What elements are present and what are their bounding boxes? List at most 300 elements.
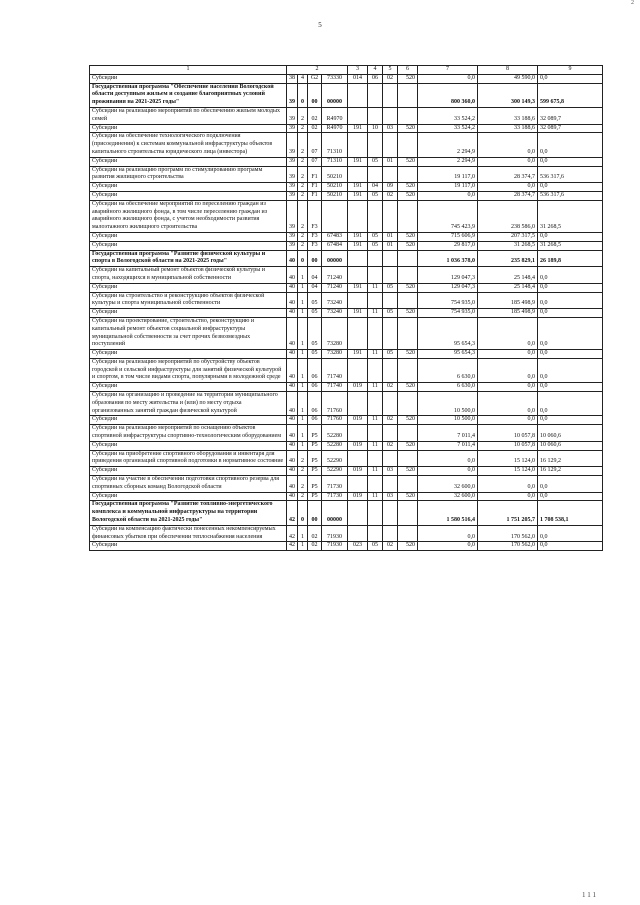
- table-cell: [398, 200, 418, 232]
- table-cell: 023: [348, 542, 368, 551]
- table-cell: 32 600,0: [418, 476, 478, 493]
- table-cell: [383, 476, 398, 493]
- table-cell: 520: [398, 492, 418, 501]
- table-cell: [368, 358, 383, 382]
- table-cell: 49 590,0: [478, 74, 538, 83]
- table-cell: 11: [368, 416, 383, 425]
- table-cell: 0,0: [478, 317, 538, 349]
- table-cell: [383, 166, 398, 183]
- table-row: [90, 124, 603, 133]
- table-cell: 71930: [322, 542, 348, 551]
- table-cell: 28 374,7: [478, 191, 538, 200]
- table-cell: 32 089,7: [538, 124, 603, 133]
- table-cell: Субсидии: [90, 416, 287, 425]
- table-cell: 520: [398, 542, 418, 551]
- table-cell: [398, 83, 418, 107]
- table-cell: 520: [398, 241, 418, 250]
- table-cell: F3: [308, 200, 322, 232]
- table-cell: 185 498,9: [478, 309, 538, 318]
- table-cell: 00: [308, 501, 322, 525]
- table-cell: 04: [308, 267, 322, 284]
- table-cell: Субсидии: [90, 350, 287, 359]
- table-row: [90, 358, 603, 382]
- table-cell: [383, 133, 398, 157]
- table-cell: 15 124,0: [478, 450, 538, 467]
- table-cell: Субсидии: [90, 124, 287, 133]
- table-cell: [368, 392, 383, 416]
- table-cell: [348, 358, 368, 382]
- table-cell: 42: [287, 542, 298, 551]
- table-row: [90, 467, 603, 476]
- table-body: [90, 66, 603, 551]
- table-cell: 40: [287, 392, 298, 416]
- table-cell: 1 036 378,0: [418, 250, 478, 267]
- table-cell: 03: [383, 492, 398, 501]
- table-cell: 33 188,6: [478, 107, 538, 124]
- table-cell: 10: [368, 124, 383, 133]
- table-cell: 00: [308, 83, 322, 107]
- table-cell: 6 630,0: [418, 358, 478, 382]
- table-cell: 0,0: [538, 317, 603, 349]
- table-cell: 02: [308, 124, 322, 133]
- table-cell: 2: [298, 467, 308, 476]
- table-cell: 191: [348, 124, 368, 133]
- table-cell: 0,0: [538, 350, 603, 359]
- table-cell: 25 148,4: [478, 267, 538, 284]
- table-cell: 0,0: [538, 283, 603, 292]
- table-cell: [383, 392, 398, 416]
- table-cell: 10 060,6: [538, 441, 603, 450]
- table-cell: 11: [368, 441, 383, 450]
- table-cell: [368, 501, 383, 525]
- table-row: [90, 292, 603, 309]
- table-cell: 800 360,0: [418, 83, 478, 107]
- table-cell: 40: [287, 467, 298, 476]
- table-cell: 170 562,0: [478, 542, 538, 551]
- table-cell: R4970: [322, 124, 348, 133]
- table-cell: 129 047,3: [418, 267, 478, 284]
- table-row: [90, 283, 603, 292]
- table-cell: [398, 476, 418, 493]
- table-cell: 40: [287, 250, 298, 267]
- table-cell: [368, 425, 383, 442]
- table-row: [90, 157, 603, 166]
- table-cell: Субсидии: [90, 157, 287, 166]
- table-cell: 02: [308, 107, 322, 124]
- table-cell: 01: [383, 241, 398, 250]
- table-cell: 536 317,6: [538, 166, 603, 183]
- table-cell: Субсидии на реализацию программ по стимулированию программ развития жилищного строительства: [90, 166, 287, 183]
- table-row: [90, 476, 603, 493]
- table-cell: 03: [383, 124, 398, 133]
- table-cell: [398, 358, 418, 382]
- table-cell: F3: [308, 241, 322, 250]
- table-cell: P5: [308, 467, 322, 476]
- table-cell: 520: [398, 157, 418, 166]
- table-cell: Субсидии: [90, 74, 287, 83]
- table-cell: [383, 317, 398, 349]
- table-cell: [322, 200, 348, 232]
- table-cell: 40: [287, 476, 298, 493]
- table-cell: Субсидии: [90, 492, 287, 501]
- table-cell: 520: [398, 183, 418, 192]
- table-cell: 00: [308, 250, 322, 267]
- table-cell: 0: [298, 250, 308, 267]
- table-cell: [398, 133, 418, 157]
- table-cell: 40: [287, 416, 298, 425]
- table-cell: 0,0: [478, 350, 538, 359]
- table-cell: 71930: [322, 525, 348, 542]
- table-cell: 520: [398, 124, 418, 133]
- table-cell: 73280: [322, 317, 348, 349]
- table-cell: 32 089,7: [538, 107, 603, 124]
- table-cell: 40: [287, 425, 298, 442]
- table-cell: 40: [287, 317, 298, 349]
- table-cell: 520: [398, 74, 418, 83]
- table-cell: G2: [308, 74, 322, 83]
- table-cell: [383, 107, 398, 124]
- table-cell: Субсидии на капитальный ремонт объектов физической культуры и спорта, находящихся в муниципальной собственности: [90, 267, 287, 284]
- table-cell: 2: [298, 133, 308, 157]
- table-cell: 520: [398, 283, 418, 292]
- table-cell: [383, 200, 398, 232]
- table-cell: 0,0: [418, 542, 478, 551]
- table-cell: 42: [287, 501, 298, 525]
- table-cell: 73240: [322, 292, 348, 309]
- table-cell: 191: [348, 283, 368, 292]
- table-cell: Субсидии: [90, 467, 287, 476]
- table-cell: 1: [298, 441, 308, 450]
- table-cell: 31 268,5: [478, 241, 538, 250]
- table-cell: 40: [287, 267, 298, 284]
- table-cell: 73280: [322, 350, 348, 359]
- table-cell: 520: [398, 350, 418, 359]
- table-row: [90, 425, 603, 442]
- table-row: [90, 501, 603, 525]
- table-cell: 05: [383, 350, 398, 359]
- table-row: [90, 309, 603, 318]
- table-cell: 0,0: [538, 383, 603, 392]
- bottom-mark: 1 1 1: [582, 891, 596, 899]
- table-row: [90, 250, 603, 267]
- table-cell: 00000: [322, 83, 348, 107]
- table-cell: 40: [287, 441, 298, 450]
- table-cell: 4: [298, 74, 308, 83]
- table-cell: Субсидии: [90, 241, 287, 250]
- table-cell: Субсидии: [90, 191, 287, 200]
- table-cell: Субсидии: [90, 309, 287, 318]
- table-cell: 95 654,3: [418, 317, 478, 349]
- table-row: [90, 74, 603, 83]
- table-cell: [398, 250, 418, 267]
- table-cell: 40: [287, 292, 298, 309]
- table-row: [90, 267, 603, 284]
- table-cell: 520: [398, 441, 418, 450]
- table-cell: 2: [298, 200, 308, 232]
- table-cell: 191: [348, 183, 368, 192]
- table-row: [90, 83, 603, 107]
- table-cell: [368, 166, 383, 183]
- table-cell: Субсидии: [90, 542, 287, 551]
- table-cell: 10 057,8: [478, 441, 538, 450]
- table-cell: 11: [368, 283, 383, 292]
- table-cell: 019: [348, 416, 368, 425]
- table-row: [90, 525, 603, 542]
- table-cell: 0,0: [538, 392, 603, 416]
- table-cell: Субсидии на организацию и проведение на территории муниципального образования по месту жительства и (или) по месту отдыха организованных занятий граждан физической культурой: [90, 392, 287, 416]
- table-cell: [348, 200, 368, 232]
- table-cell: 05: [383, 309, 398, 318]
- table-cell: 40: [287, 383, 298, 392]
- table-cell: 40: [287, 283, 298, 292]
- table-row: [90, 383, 603, 392]
- table-row: [90, 450, 603, 467]
- table-cell: 16 129,2: [538, 450, 603, 467]
- table-cell: [383, 267, 398, 284]
- table-cell: 05: [368, 542, 383, 551]
- table-cell: 73240: [322, 309, 348, 318]
- table-cell: [348, 166, 368, 183]
- table-cell: Субсидии: [90, 183, 287, 192]
- table-row: [90, 133, 603, 157]
- table-cell: 02: [383, 74, 398, 83]
- table-cell: 19 117,0: [418, 166, 478, 183]
- table-cell: Субсидии на реализацию мероприятий по обустройству объектов городской и сельской инфраструктуры для занятий физической культурой и спортом, в том числе видами спорта, популярными в молодежной среде: [90, 358, 287, 382]
- table-cell: 11: [368, 350, 383, 359]
- table-cell: 11: [368, 383, 383, 392]
- table-row: [90, 183, 603, 192]
- table-cell: 1: [298, 542, 308, 551]
- table-cell: 33 188,6: [478, 124, 538, 133]
- table-row: [90, 241, 603, 250]
- header-cell: 7: [418, 66, 478, 75]
- table-cell: 71310: [322, 157, 348, 166]
- table-cell: 71730: [322, 492, 348, 501]
- table-cell: 71740: [322, 383, 348, 392]
- table-cell: F1: [308, 183, 322, 192]
- table-cell: 0,0: [538, 133, 603, 157]
- table-cell: 06: [308, 358, 322, 382]
- table-cell: 1: [298, 283, 308, 292]
- table-cell: 52290: [322, 450, 348, 467]
- table-cell: Субсидии: [90, 232, 287, 241]
- table-cell: 2: [298, 107, 308, 124]
- table-cell: [368, 317, 383, 349]
- table-cell: 520: [398, 383, 418, 392]
- table-cell: [348, 292, 368, 309]
- table-cell: [348, 501, 368, 525]
- table-cell: 0,0: [478, 157, 538, 166]
- table-cell: 06: [308, 383, 322, 392]
- table-cell: 52290: [322, 467, 348, 476]
- table-cell: [368, 525, 383, 542]
- table-cell: 16 129,2: [538, 467, 603, 476]
- table-cell: [348, 133, 368, 157]
- table-cell: 0,0: [418, 525, 478, 542]
- table-cell: 0,0: [418, 74, 478, 83]
- table-cell: 71760: [322, 416, 348, 425]
- table-cell: 1: [298, 416, 308, 425]
- table-cell: 05: [308, 317, 322, 349]
- table-cell: [368, 133, 383, 157]
- table-cell: 40: [287, 358, 298, 382]
- table-cell: 31 268,5: [538, 241, 603, 250]
- table-cell: 71730: [322, 476, 348, 493]
- table-cell: 39: [287, 83, 298, 107]
- table-cell: 745 423,9: [418, 200, 478, 232]
- table-cell: Субсидии на участие в обеспечении подготовки спортивного резерва для спортивных сборных команд Вологодской области: [90, 476, 287, 493]
- table-cell: 1: [298, 358, 308, 382]
- table-cell: 1: [298, 350, 308, 359]
- table-cell: 71310: [322, 133, 348, 157]
- table-cell: 2: [298, 476, 308, 493]
- table-cell: [383, 425, 398, 442]
- table-cell: 014: [348, 74, 368, 83]
- table-cell: 019: [348, 467, 368, 476]
- table-cell: 10 500,0: [418, 392, 478, 416]
- table-cell: 05: [383, 283, 398, 292]
- table-cell: 39: [287, 191, 298, 200]
- table-cell: 39: [287, 232, 298, 241]
- table-cell: 39: [287, 107, 298, 124]
- table-cell: 0,0: [538, 542, 603, 551]
- table-cell: R4970: [322, 107, 348, 124]
- table-cell: [383, 250, 398, 267]
- table-cell: 05: [308, 292, 322, 309]
- table-cell: 0: [298, 83, 308, 107]
- table-cell: 11: [368, 309, 383, 318]
- table-cell: [348, 525, 368, 542]
- table-cell: F1: [308, 166, 322, 183]
- table-cell: 95 654,3: [418, 350, 478, 359]
- table-cell: 28 374,7: [478, 166, 538, 183]
- table-cell: 191: [348, 191, 368, 200]
- table-cell: F3: [308, 232, 322, 241]
- table-cell: Субсидии на реализацию мероприятий по обеспечению жильем молодых семей: [90, 107, 287, 124]
- table-cell: 520: [398, 232, 418, 241]
- table-cell: 40: [287, 309, 298, 318]
- table-cell: 2: [298, 124, 308, 133]
- table-cell: 191: [348, 241, 368, 250]
- table-cell: 39: [287, 157, 298, 166]
- table-cell: Субсидии на приобретение спортивного оборудования и инвентаря для приведения организаций спортивной подготовки в нормативное состояние: [90, 450, 287, 467]
- table-cell: P5: [308, 476, 322, 493]
- table-row: [90, 416, 603, 425]
- table-cell: 0,0: [538, 309, 603, 318]
- table-cell: 1: [298, 309, 308, 318]
- table-cell: Государственная программа "Обеспечение населения Вологодской области доступным жильем и создание благоприятных условий проживания на 2021-2025 годы": [90, 83, 287, 107]
- table-cell: 754 935,0: [418, 309, 478, 318]
- table-cell: 00000: [322, 501, 348, 525]
- table-cell: 04: [308, 283, 322, 292]
- table-cell: 0,0: [538, 183, 603, 192]
- table-cell: 0,0: [418, 450, 478, 467]
- table-cell: 536 317,6: [538, 191, 603, 200]
- table-cell: [368, 200, 383, 232]
- table-cell: 50210: [322, 166, 348, 183]
- table-cell: [348, 317, 368, 349]
- table-cell: 39: [287, 200, 298, 232]
- table-cell: 2: [298, 450, 308, 467]
- table-row: [90, 107, 603, 124]
- table-cell: 06: [308, 392, 322, 416]
- table-cell: [368, 292, 383, 309]
- table-cell: 0,0: [538, 157, 603, 166]
- table-cell: 02: [383, 416, 398, 425]
- table-cell: [348, 425, 368, 442]
- table-cell: 0,0: [478, 358, 538, 382]
- table-cell: 235 829,1: [478, 250, 538, 267]
- table-cell: 0,0: [538, 292, 603, 309]
- table-cell: 05: [368, 232, 383, 241]
- table-cell: [368, 250, 383, 267]
- table-cell: [348, 250, 368, 267]
- table-cell: 05: [308, 309, 322, 318]
- table-cell: [398, 107, 418, 124]
- table-cell: [383, 525, 398, 542]
- table-cell: 39: [287, 124, 298, 133]
- table-cell: [383, 501, 398, 525]
- table-cell: 7 011,4: [418, 425, 478, 442]
- header-cell: 2: [287, 66, 348, 75]
- table-cell: [368, 450, 383, 467]
- table-cell: 40: [287, 450, 298, 467]
- table-row: [90, 232, 603, 241]
- table-cell: Субсидии на обеспечение технологического подключения (присоединения) к системам коммунальной инфраструктуры объектов капитального строительства юридического лица (инвестора): [90, 133, 287, 157]
- table-cell: 25 148,4: [478, 283, 538, 292]
- table-cell: 01: [383, 157, 398, 166]
- table-cell: 300 149,3: [478, 83, 538, 107]
- table-cell: Государственная программа "Развитие физической культуры и спорта в Вологодской области на 2021-2025 годы": [90, 250, 287, 267]
- table-cell: [348, 83, 368, 107]
- table-cell: [398, 166, 418, 183]
- table-cell: Субсидии на проектирование, строительство, реконструкцию и капитальный ремонт объектов социальной инфраструктуры муниципальной собственности за счет прочих безвозмездных поступлений: [90, 317, 287, 349]
- table-row: [90, 166, 603, 183]
- table-cell: 129 047,3: [418, 283, 478, 292]
- table-cell: [348, 107, 368, 124]
- header-cell: 9: [538, 66, 603, 75]
- table-cell: 2: [298, 166, 308, 183]
- table-cell: 02: [383, 191, 398, 200]
- table-cell: 191: [348, 350, 368, 359]
- table-cell: Субсидии: [90, 283, 287, 292]
- table-cell: 1: [298, 267, 308, 284]
- header-cell: 6: [398, 66, 418, 75]
- table-cell: 2: [298, 183, 308, 192]
- table-cell: 019: [348, 441, 368, 450]
- header-row: [90, 66, 603, 75]
- table-cell: 0,0: [538, 525, 603, 542]
- table-cell: 02: [308, 525, 322, 542]
- table-cell: 05: [308, 350, 322, 359]
- table-cell: 52280: [322, 425, 348, 442]
- table-cell: [398, 317, 418, 349]
- table-cell: 03: [383, 467, 398, 476]
- table-cell: [383, 83, 398, 107]
- table-cell: 0,0: [538, 416, 603, 425]
- table-cell: 15 124,0: [478, 467, 538, 476]
- table-cell: 52280: [322, 441, 348, 450]
- table-cell: 09: [383, 183, 398, 192]
- table-cell: 1: [298, 392, 308, 416]
- table-cell: 19 117,0: [418, 183, 478, 192]
- table-cell: 185 498,9: [478, 292, 538, 309]
- table-cell: 0,0: [418, 191, 478, 200]
- table-cell: 40: [287, 350, 298, 359]
- table-cell: 00000: [322, 250, 348, 267]
- table-cell: [383, 358, 398, 382]
- table-cell: 39: [287, 133, 298, 157]
